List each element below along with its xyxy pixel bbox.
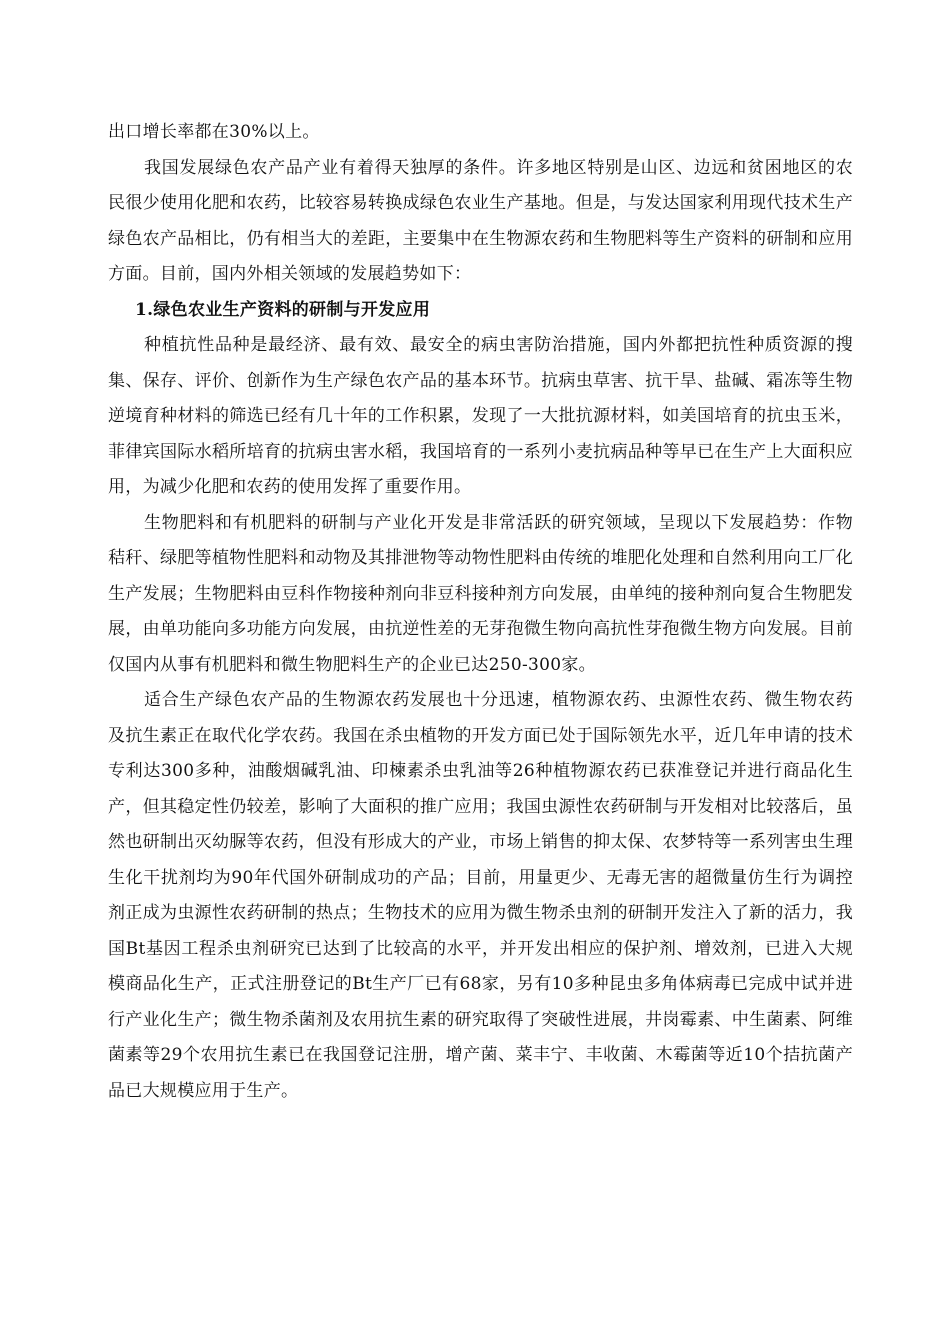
paragraph-resistant-varieties: 种植抗性品种是最经济、最有效、最安全的病虫害防治措施，国内外都把抗性种质资源的搜集、保存、评价、创新作为生产绿色农产品的基本环节。抗病虫草害、抗干旱、盐碱、霜冻等生物逆境育种材料的筛选已经有几十年的工作积累，发现了一大批抗源材料，如美国培育的抗虫玉米，菲律宾国际水稻所培育的抗病虫害水稻，我国培育的一系列小麦抗病品种等早已在生产上大面积应用，为减少化肥和农药的使用发挥了重要作用。 [108, 335, 853, 497]
document-body [108, 115, 853, 1109]
paragraph-fertilizers: 生物肥料和有机肥料的研制与产业化开发是非常活跃的研究领域，呈现以下发展趋势：作物秸秆、绿肥等植物性肥料和动物及其排泄物等动物性肥料由传统的堆肥化处理和自然利用向工厂化生产发展；生物肥料由豆科作物接种剂向非豆科接种剂方向发展，由单纯的接种剂向复合生物肥发展，由单功能向多功能方向发展，由抗逆性差的无芽孢微生物向高抗性芽孢微生物方向发展。目前仅国内从事有机肥料和微生物肥料生产的企业已达250-300家。 [108, 512, 853, 675]
paragraph-pesticides: 适合生产绿色农产品的生物源农药发展也十分迅速，植物源农药、虫源性农药、微生物农药及抗生素正在取代化学农药。我国在杀虫植物的开发方面已处于国际领先水平，近几年申请的技术专利达300多种，油酸烟碱乳油、印楝素杀虫乳油等26种植物源农药已获准登记并进行商品化生产，但其稳定性仍较差，影响了大面积的推广应用；我国虫源性农药研制与开发相对比较落后，虽然也研制出灭幼脲等农药，但没有形成大的产业，市场上销售的抑太保、农梦特等一系列害虫生理生化干扰剂均为90年代国外研制成功的产品；目前，用量更少、无毒无害的超微量仿生行为调控剂正成为虫源性农药研制的热点；生物技术的应用为微生物杀虫剂的研制开发注入了新的活力，我国Bt基因工程杀虫剂研究已达到了比较高的水平，并开发出相应的保护剂、增效剂，已进入大规模商品化生产，正式注册登记的Bt生产厂已有68家，另有10多种昆虫多角体病毒已完成中试并进行产业化生产；微生物杀菌剂及农用抗生素的研究取得了突破性进展，井岗霉素、中生菌素、阿维菌素等29个农用抗生素已在我国登记注册，增产菌、菜丰宁、丰收菌、木霉菌等近10个拮抗菌产品已大规模应用于生产。 [108, 690, 853, 1101]
section-heading: 1.绿色农业生产资料的研制与开发应用 [135, 299, 431, 320]
paragraph-conditions: 我国发展绿色农产品产业有着得天独厚的条件。许多地区特别是山区、边远和贫困地区的农民很少使用化肥和农药，比较容易转换成绿色农业生产基地。但是，与发达国家利用现代技术生产绿色农产品相比，仍有相当大的差距，主要集中在生物源农药和生物肥料等生产资料的研制和应用方面。目前，国内外相关领域的发展趋势如下： [108, 157, 853, 284]
opening-fragment: 出口增长率都在30%以上。 [108, 122, 320, 142]
